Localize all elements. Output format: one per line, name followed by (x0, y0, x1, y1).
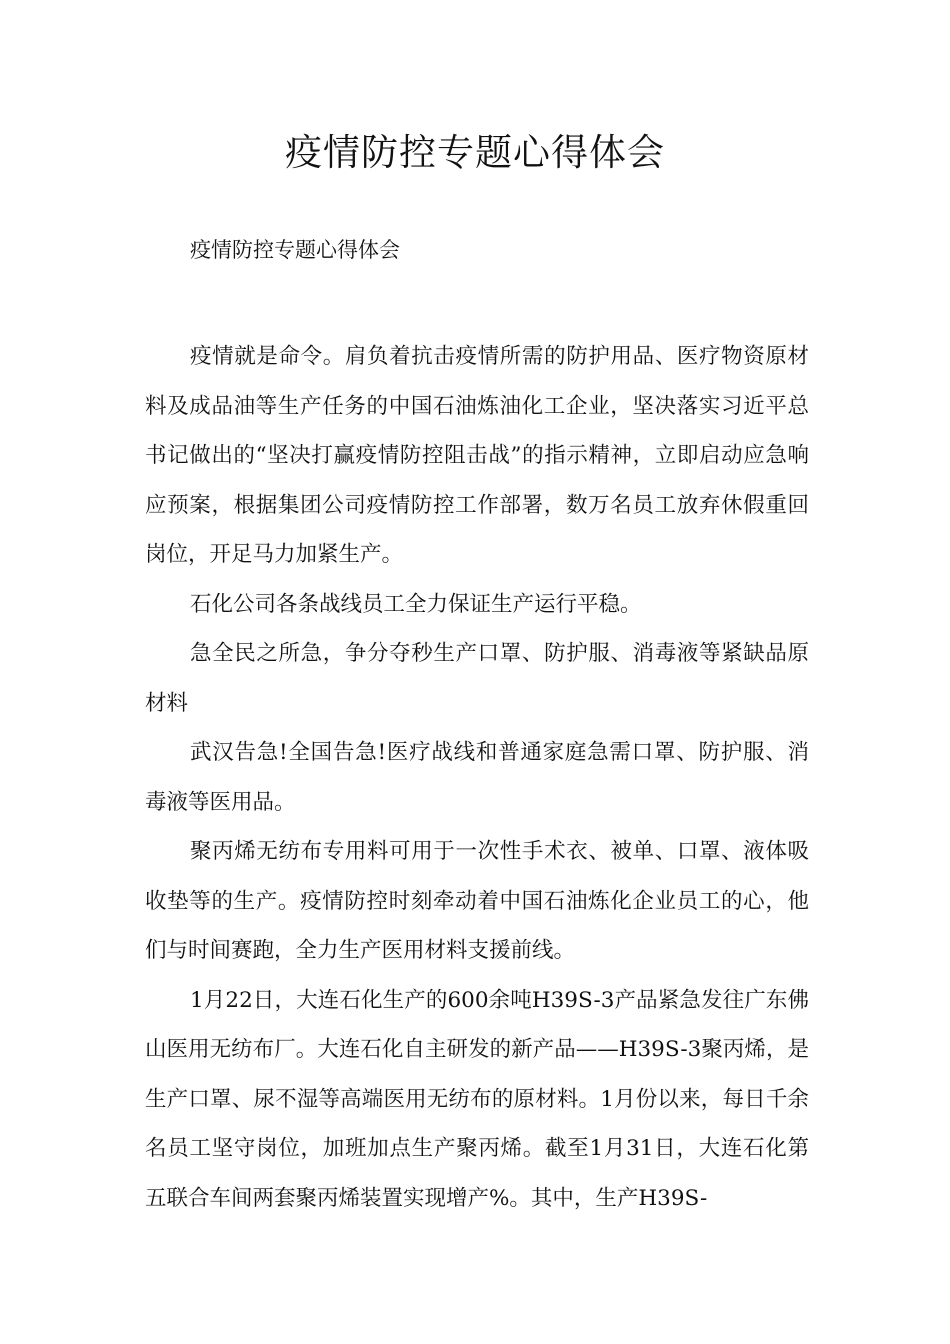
paragraph: 疫情就是命令。肩负着抗击疫情所需的防护用品、医疗物资原材料及成品油等生产任务的中国石油炼油化工企业，坚决落实习近平总书记做出的“坚决打赢疫情防控阻击战”的指示精神，立即启动应急响应预案，根据集团公司疫情防控工作部署，数万名员工放弃休假重回岗位，开足马力加紧生产。 (145, 344, 809, 567)
document-subtitle: 疫情防控专题心得体会 (190, 238, 400, 262)
paragraph: 1月22日，大连石化生产的600余吨H39S-3产品紧急发往广东佛山医用无纺布厂。大连石化自主研发的新产品——H39S-3聚丙烯，是生产口罩、尿不湿等高端医用无纺布的原材料。1月份以来，每日千余名员工坚守岗位，加班加点生产聚丙烯。截至1月31日，大连石化第五联合车间两套聚丙烯装置实现增产%。其中，生产H39S- (145, 987, 809, 1211)
paragraph: 武汉告急!全国告急!医疗战线和普通家庭急需口罩、防护服、消毒液等医用品。 (145, 740, 809, 815)
document-title: 疫情防控专题心得体会 (285, 131, 665, 174)
paragraph: 石化公司各条战线员工全力保证生产运行平稳。 (190, 591, 642, 617)
document-body (145, 332, 809, 1223)
paragraph: 急全民之所急，争分夺秒生产口罩、防护服、消毒液等紧缺品原材料 (145, 641, 809, 716)
paragraph: 聚丙烯无纺布专用料可用于一次性手术衣、被单、口罩、液体吸收垫等的生产。疫情防控时刻牵动着中国石油炼化企业员工的心，他们与时间赛跑，全力生产医用材料支援前线。 (145, 839, 809, 963)
